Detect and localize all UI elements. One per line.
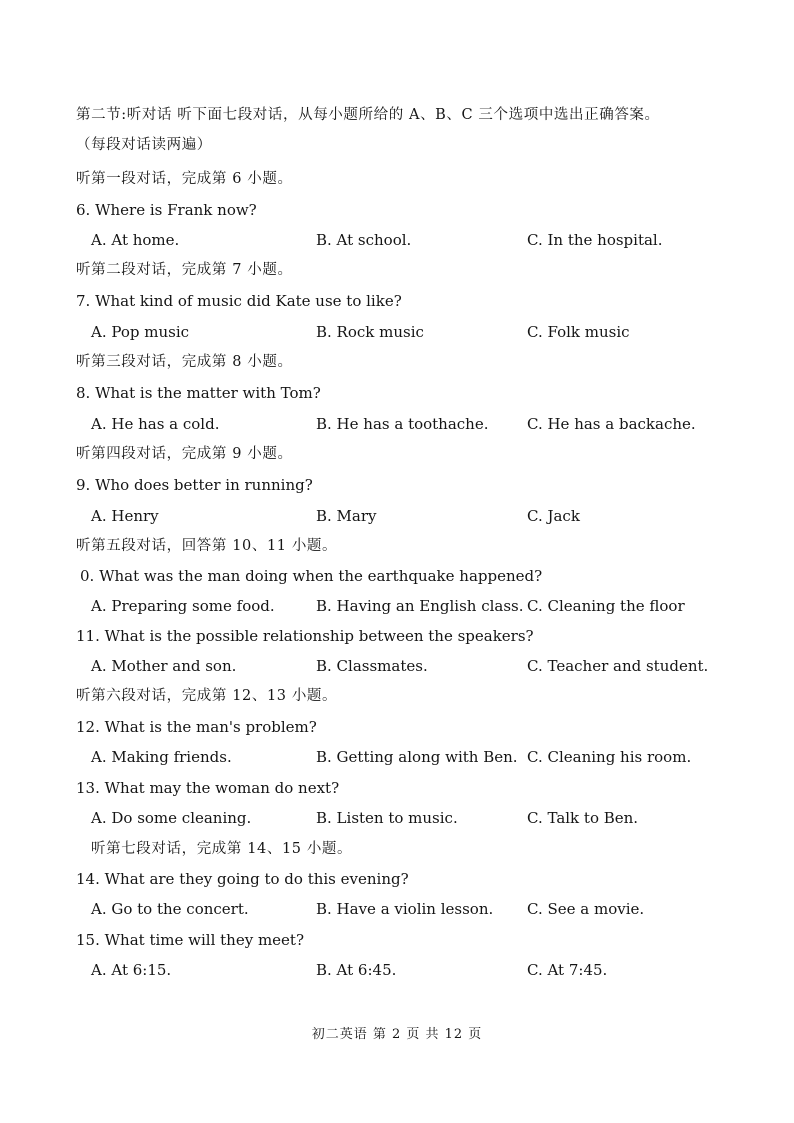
- option-a: A. Mother and son.: [91, 657, 237, 675]
- dialogue-heading-7: [0, 837, 794, 861]
- question-8: [0, 381, 794, 405]
- option-b: B. Getting along with Ben.: [316, 748, 518, 766]
- question-9: [0, 473, 794, 497]
- options-11: [0, 654, 794, 678]
- question-stem: 11. What is the possible relationship between the speakers?: [76, 627, 534, 645]
- question-stem: 7. What kind of music did Kate use to like?: [76, 292, 402, 310]
- question-stem: 14. What are they going to do this evening?: [76, 870, 409, 888]
- dialogue-heading-4: [0, 442, 794, 466]
- dialogue-heading-text: 听第二段对话，完成第 7 小题。: [76, 262, 293, 278]
- dialogue-heading-text: 听第三段对话，完成第 8 小题。: [76, 354, 293, 370]
- option-a: A. Making friends.: [91, 748, 232, 766]
- option-c: C. Folk music: [527, 323, 630, 341]
- option-a: A. At 6:15.: [91, 961, 172, 979]
- dialogue-heading-2: [0, 258, 794, 282]
- section-instruction: 第二节:听对话 听下面七段对话，从每小题所给的 A、B、C 三个选项中选出正确答案。: [76, 107, 660, 123]
- options-9: [0, 504, 794, 528]
- option-a: A. Pop music: [91, 323, 190, 341]
- option-b: B. At 6:45.: [316, 961, 397, 979]
- dialogue-heading-text: 听第六段对话，完成第 12、13 小题。: [76, 688, 338, 704]
- question-stem: 15. What time will they meet?: [76, 931, 304, 949]
- option-a: A. Henry: [91, 507, 159, 525]
- section-note-line: [0, 133, 794, 157]
- options-8: [0, 412, 794, 436]
- option-c: C. Jack: [527, 507, 580, 525]
- question-6: [0, 198, 794, 222]
- question-stem: 12. What is the man's problem?: [76, 718, 317, 736]
- option-a: A. At home.: [91, 231, 180, 249]
- options-10: [0, 594, 794, 618]
- option-c: C. Cleaning his room.: [527, 748, 692, 766]
- option-b: B. Classmates.: [316, 657, 428, 675]
- question-7: [0, 289, 794, 313]
- options-7: [0, 320, 794, 344]
- question-11: [0, 624, 794, 648]
- option-c: C. He has a backache.: [527, 415, 696, 433]
- option-b: B. Listen to music.: [316, 809, 458, 827]
- options-6: [0, 228, 794, 252]
- dialogue-heading-3: [0, 350, 794, 374]
- option-b: B. Rock music: [316, 323, 424, 341]
- option-a: A. He has a cold.: [91, 415, 220, 433]
- option-c: C. Talk to Ben.: [527, 809, 639, 827]
- options-15: [0, 958, 794, 982]
- option-c: C. Teacher and student.: [527, 657, 709, 675]
- dialogue-heading-5: [0, 534, 794, 558]
- dialogue-heading-text: 听第五段对话，回答第 10、11 小题。: [76, 538, 338, 554]
- dialogue-heading-text: 听第一段对话，完成第 6 小题。: [76, 171, 293, 187]
- question-10: [0, 564, 794, 588]
- question-stem: 9. Who does better in running?: [76, 476, 313, 494]
- option-c: C. See a movie.: [527, 900, 645, 918]
- question-13: [0, 776, 794, 800]
- option-a: A. Go to the concert.: [91, 900, 249, 918]
- question-stem: 13. What may the woman do next?: [76, 779, 340, 797]
- option-a: A. Preparing some food.: [91, 597, 275, 615]
- section-note: （每段对话读两遍）: [76, 137, 212, 153]
- options-13: [0, 806, 794, 830]
- page-footer: 初二英语 第 2 页 共 12 页: [311, 1027, 483, 1042]
- option-b: B. Having an English class.: [316, 597, 524, 615]
- dialogue-heading-6: [0, 684, 794, 708]
- question-15: [0, 928, 794, 952]
- option-b: B. He has a toothache.: [316, 415, 489, 433]
- option-b: B. Have a violin lesson.: [316, 900, 494, 918]
- dialogue-heading-text: 听第四段对话，完成第 9 小题。: [76, 446, 293, 462]
- option-a: A. Do some cleaning.: [91, 809, 252, 827]
- dialogue-heading-1: [0, 167, 794, 191]
- question-stem: 8. What is the matter with Tom?: [76, 384, 321, 402]
- options-12: [0, 745, 794, 769]
- question-14: [0, 867, 794, 891]
- question-stem: 0. What was the man doing when the earthquake happened?: [80, 567, 543, 585]
- option-b: B. At school.: [316, 231, 412, 249]
- option-c: C. Cleaning the floor: [527, 597, 685, 615]
- option-c: C. In the hospital.: [527, 231, 663, 249]
- option-b: B. Mary: [316, 507, 377, 525]
- question-stem: 6. Where is Frank now?: [76, 201, 257, 219]
- section-instruction-line: [0, 103, 794, 127]
- options-14: [0, 897, 794, 921]
- question-12: [0, 715, 794, 739]
- dialogue-heading-text: 听第七段对话，完成第 14、15 小题。: [91, 841, 353, 857]
- option-c: C. At 7:45.: [527, 961, 608, 979]
